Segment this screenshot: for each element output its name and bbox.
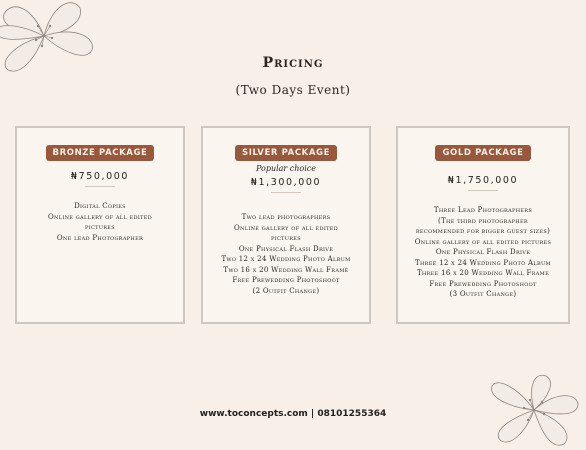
list-item: Free Prewedding Photoshoot: [232, 276, 340, 284]
package-tagline: Popular choice: [255, 164, 317, 173]
list-item: (The third photographer: [438, 216, 528, 225]
package-price: ₦750,000: [70, 171, 130, 182]
divider: [85, 186, 115, 187]
list-item: pictures: [271, 234, 301, 242]
list-item: One lead Photographer: [56, 233, 144, 242]
package-price: ₦1,750,000: [447, 175, 519, 186]
package-badge: SILVER PACKAGE: [235, 145, 337, 161]
package-card-bronze: [15, 126, 185, 324]
feature-list: [398, 205, 568, 300]
package-badge: GOLD PACKAGE: [435, 145, 530, 161]
list-item: Three 16 x 20 Wedding Wall Frame: [416, 269, 550, 277]
list-item: Three Lead Photographers: [433, 206, 533, 214]
list-item: Online gallery of all edited: [234, 223, 338, 232]
feature-list: [203, 212, 369, 296]
list-item: recommended for bigger guest sizes): [415, 227, 551, 235]
page-subtitle: (Two Days Event): [235, 83, 351, 97]
list-item: Free Prewedding Photoshoot: [429, 279, 537, 288]
package-card-silver: [201, 126, 371, 324]
contact-footer: www.toconcepts.com | 08101255364: [199, 409, 387, 419]
list-item: Online gallery of all edited pictures: [414, 237, 552, 246]
divider: [468, 190, 498, 191]
list-item: (3 Outfit Change): [449, 290, 517, 298]
list-item: Online gallery of all edited: [48, 212, 152, 221]
list-item: pictures: [85, 223, 115, 231]
package-badge: BRONZE PACKAGE: [46, 145, 155, 161]
list-item: Digital Copies: [74, 202, 126, 210]
page-title: Pricing: [262, 55, 324, 71]
flower-icon: [478, 368, 586, 450]
list-item: (2 Outfit Change): [252, 286, 320, 295]
feature-list: [17, 201, 183, 243]
divider: [271, 192, 301, 193]
package-card-gold: [396, 126, 570, 324]
list-item: Two 16 x 20 Wedding Wall Frame: [223, 265, 349, 274]
list-item: Three 12 x 24 Wedding Photo Album: [415, 258, 551, 267]
list-item: One Physical Flash Drive: [435, 248, 531, 256]
list-item: Two lead photographers: [241, 213, 331, 221]
list-item: Two 12 x 24 Wedding Photo Album: [221, 255, 351, 263]
package-price: ₦1,300,000: [250, 177, 322, 188]
list-item: One Physical Flash Drive: [238, 244, 334, 253]
